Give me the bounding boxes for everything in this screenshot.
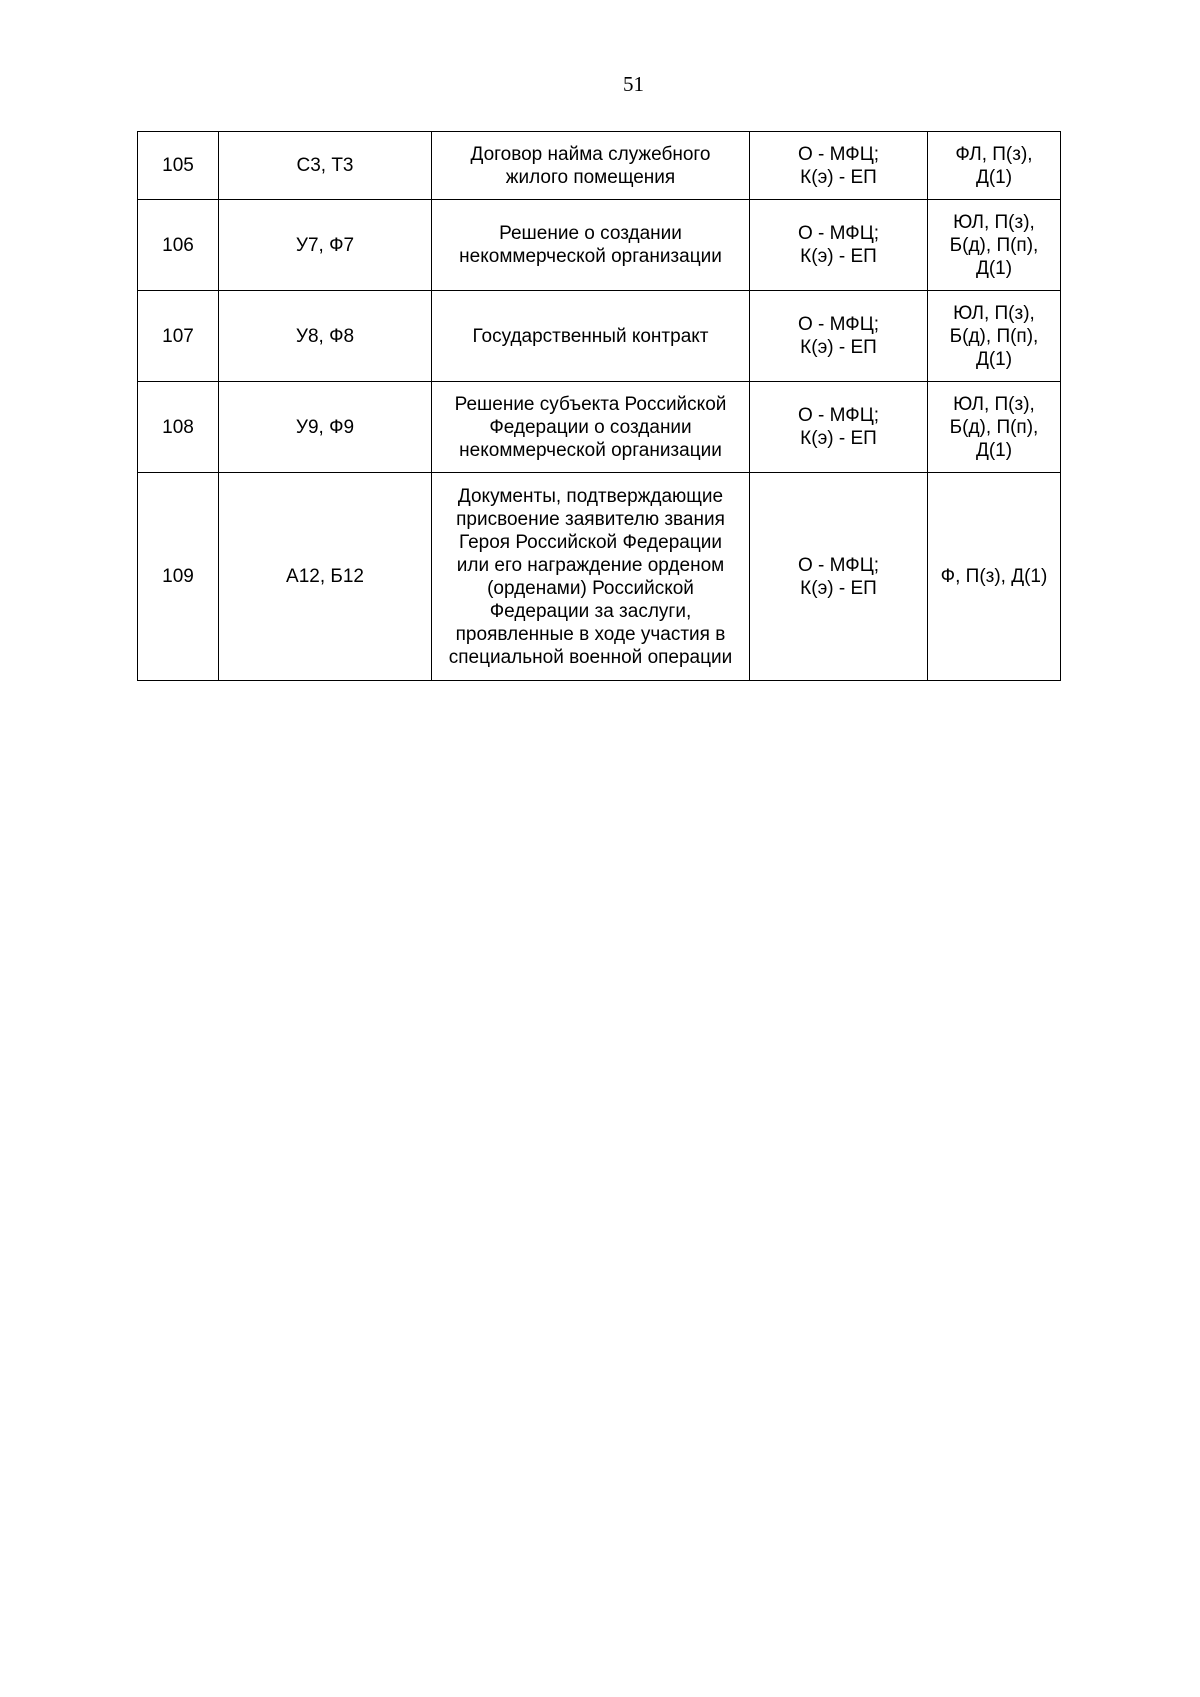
code-cell: У8, Ф8 [219,291,432,382]
code-cell: С3, Т3 [219,132,432,200]
document-cell: Государственный контракт [432,291,750,382]
table-row [138,382,1061,473]
row-number-cell: 107 [138,291,219,382]
documents-table [137,131,1061,681]
document-cell: Документы, подтверждающие присвоение заявителю звания Героя Российской Федерации или его награждение орденом (орденами) Российской Федерации за заслуги, проявленные в ходе участия в специальной военной операции [432,473,750,681]
applicant-cell: ФЛ, П(з), Д(1) [928,132,1061,200]
method-cell: О - МФЦ; К(э) - ЕП [750,200,928,291]
page-number: 51 [623,72,644,96]
row-number-cell: 106 [138,200,219,291]
row-number-cell: 108 [138,382,219,473]
method-cell: О - МФЦ; К(э) - ЕП [750,291,928,382]
code-cell: А12, Б12 [219,473,432,681]
applicant-cell: ЮЛ, П(з), Б(д), П(п), Д(1) [928,382,1061,473]
table-row [138,200,1061,291]
applicant-cell: ЮЛ, П(з), Б(д), П(п), Д(1) [928,291,1061,382]
row-number-cell: 109 [138,473,219,681]
table-row [138,132,1061,200]
method-cell: О - МФЦ; К(э) - ЕП [750,473,928,681]
code-cell: У9, Ф9 [219,382,432,473]
table-row [138,473,1061,681]
document-cell: Решение субъекта Российской Федерации о создании некоммерческой организации [432,382,750,473]
applicant-cell: Ф, П(з), Д(1) [928,473,1061,681]
document-cell: Договор найма служебного жилого помещения [432,132,750,200]
row-number-cell: 105 [138,132,219,200]
document-cell: Решение о создании некоммерческой организации [432,200,750,291]
table-row [138,291,1061,382]
applicant-cell: ЮЛ, П(з), Б(д), П(п), Д(1) [928,200,1061,291]
method-cell: О - МФЦ; К(э) - ЕП [750,132,928,200]
method-cell: О - МФЦ; К(э) - ЕП [750,382,928,473]
code-cell: У7, Ф7 [219,200,432,291]
